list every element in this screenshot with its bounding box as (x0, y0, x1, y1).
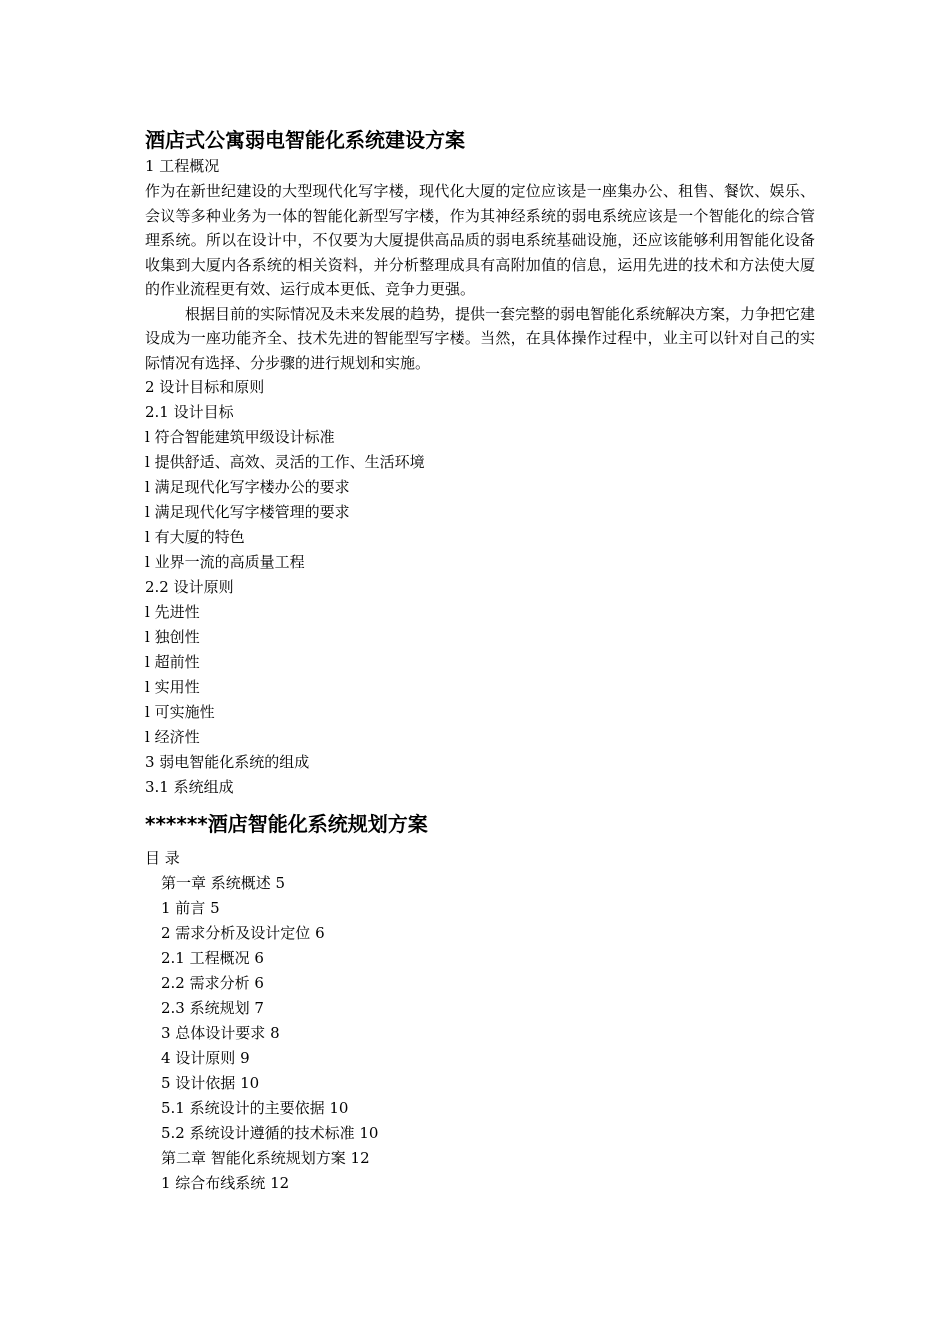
goal-item: l 提供舒适、高效、灵活的工作、生活环境 (145, 453, 425, 471)
toc-heading: 目 录 (145, 849, 180, 867)
principle-item: l 可实施性 (145, 703, 215, 721)
toc-entry: 3 总体设计要求 8 (161, 1024, 280, 1042)
toc-entry: 第二章 智能化系统规划方案 12 (161, 1149, 370, 1167)
goal-item: l 业界一流的高质量工程 (145, 553, 305, 571)
document-page (145, 120, 815, 1196)
document-title: 酒店式公寓弱电智能化系统建设方案 (145, 128, 465, 152)
toc-entry: 2.2 需求分析 6 (161, 974, 264, 992)
body-paragraph: 根据目前的实际情况及未来发展的趋势，提供一套完整的弱电智能化系统解决方案，力争把它建设成为一座功能齐全、技术先进的智能型写字楼。当然，在具体操作过程中，业主可以针对自己的实际情况有选择、分步骤的进行规划和实施。 (145, 304, 816, 372)
toc-entry: 5.2 系统设计遵循的技术标准 10 (161, 1124, 379, 1142)
toc-entry: 5.1 系统设计的主要依据 10 (161, 1099, 349, 1117)
toc-entry: 1 前言 5 (161, 899, 220, 917)
goal-item: l 满足现代化写字楼办公的要求 (145, 478, 350, 496)
toc-entry: 2.1 工程概况 6 (161, 949, 264, 967)
body-paragraph: 作为在新世纪建设的大型现代化写字楼，现代化大厦的定位应该是一座集办公、租售、餐饮、娱乐、会议等多种业务为一体的智能化新型写字楼，作为其神经系统的弱电系统应该是一个智能化的综合管理系统。所以在设计中，不仅要为大厦提供高品质的弱电系统基础设施，还应该能够利用智能化设备收集到大厦内各系统的相关资料，并分析整理成具有高附加值的信息，运用先进的技术和方法使大厦的作业流程更有效、运行成本更低、竞争力更强。 (145, 182, 815, 298)
principle-item: l 经济性 (145, 728, 200, 746)
toc-entry: 4 设计原则 9 (161, 1049, 250, 1067)
toc-entry: 1 综合布线系统 12 (161, 1174, 290, 1192)
subsection-heading: 2.1 设计目标 (145, 403, 234, 421)
subsection-heading: 2.2 设计原则 (145, 578, 234, 596)
toc-entry: 2 需求分析及设计定位 6 (161, 924, 325, 942)
subsection-heading: 3.1 系统组成 (145, 778, 234, 796)
principle-item: l 独创性 (145, 628, 200, 646)
goal-item: l 满足现代化写字楼管理的要求 (145, 503, 350, 521)
principle-item: l 实用性 (145, 678, 200, 696)
document-title-secondary: ******酒店智能化系统规划方案 (145, 812, 428, 836)
toc-entry: 2.3 系统规划 7 (161, 999, 264, 1017)
section-heading: 3 弱电智能化系统的组成 (145, 753, 310, 771)
table-of-contents (145, 871, 815, 1196)
section-heading: 2 设计目标和原则 (145, 378, 265, 396)
goal-item: l 有大厦的特色 (145, 528, 245, 546)
toc-entry: 5 设计依据 10 (161, 1074, 260, 1092)
toc-entry: 第一章 系统概述 5 (161, 874, 286, 892)
goal-item: l 符合智能建筑甲级设计标准 (145, 428, 335, 446)
section-heading: 1 工程概况 (145, 157, 220, 175)
principle-item: l 超前性 (145, 653, 200, 671)
principle-item: l 先进性 (145, 603, 200, 621)
